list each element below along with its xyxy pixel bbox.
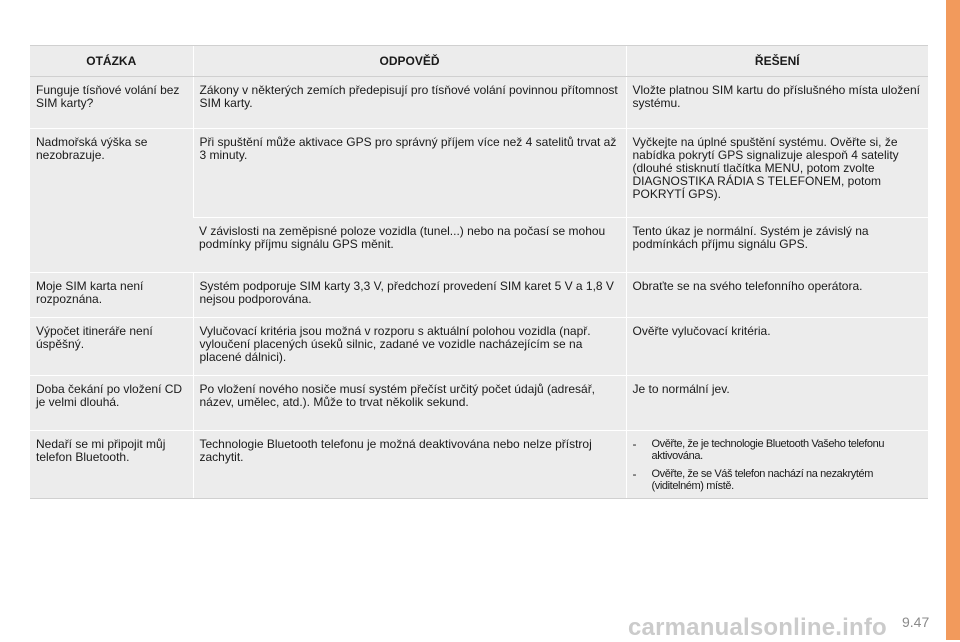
list-item: - Ověřte, že se Váš telefon nachází na nezakrytém (viditelném) místě.: [633, 468, 923, 492]
table-row: [30, 273, 928, 318]
question-cell: Doba čekání po vložení CD je velmi dlouhá.: [30, 376, 193, 431]
question-cell: Moje SIM karta není rozpoznána.: [30, 273, 193, 318]
solution-list: [633, 438, 923, 492]
solution-cell: Obraťte se na svého telefonního operátora.: [626, 273, 928, 318]
table-header-row: [30, 46, 928, 77]
table-row: [30, 77, 928, 129]
question-cell: Funguje tísňové volání bez SIM karty?: [30, 77, 193, 129]
side-accent-bar: [946, 0, 960, 640]
table-row: [30, 129, 928, 218]
solution-cell: Ověřte vylučovací kritéria.: [626, 318, 928, 376]
question-cell: Výpočet itineráře není úspěšný.: [30, 318, 193, 376]
solution-cell: Je to normální jev.: [626, 376, 928, 431]
faq-table: [30, 45, 928, 499]
answer-cell: Vylučovací kritéria jsou možná v rozporu s aktuální polohou vozidla (např. vyloučení placených úseků silnic, zadané ve vozidle nacházejícím se na placené dálnici).: [193, 318, 626, 376]
solution-cell: Tento úkaz je normální. Systém je závislý na podmínkách příjmu signálu GPS.: [626, 218, 928, 273]
solution-cell: Vložte platnou SIM kartu do příslušného místa uložení systému.: [626, 77, 928, 129]
table-row: [30, 376, 928, 431]
table-row: [30, 431, 928, 499]
solution-cell: Vyčkejte na úplné spuštění systému. Ověřte si, že nabídka pokrytí GPS signalizuje alespoň 4 satelity (dlouhé stisknutí tlačítka MENU, potom zvolte DIAGNOSTIKA RÁDIA S TELEFONEM, potom POKRYTÍ GPS).: [626, 129, 928, 218]
answer-cell: Po vložení nového nosiče musí systém přečíst určitý počet údajů (adresář, název, umělec, atd.). Může to trvat několik sekund.: [193, 376, 626, 431]
answer-cell: Při spuštění může aktivace GPS pro správný příjem více než 4 satelitů trvat až 3 minuty.: [193, 129, 626, 218]
answer-cell: V závislosti na zeměpisné poloze vozidla (tunel...) nebo na počasí se mohou podmínky příjmu signálu GPS měnit.: [193, 218, 626, 273]
solution-cell: [626, 431, 928, 499]
answer-cell: Technologie Bluetooth telefonu je možná deaktivována nebo nelze přístroj zachytit.: [193, 431, 626, 499]
page-number: 9.47: [902, 614, 930, 630]
answer-cell: Zákony v některých zemích předepisují pro tísňové volání povinnou přítomnost SIM karty.: [193, 77, 626, 129]
table-row: [30, 318, 928, 376]
watermark: carmanualsonline.info: [628, 614, 887, 641]
header-question: OTÁZKA: [30, 46, 193, 77]
answer-cell: Systém podporuje SIM karty 3,3 V, předchozí provedení SIM karet 5 V a 1,8 V nejsou podporována.: [193, 273, 626, 318]
question-cell: Nadmořská výška se nezobrazuje.: [30, 129, 193, 273]
header-solution: ŘEŠENÍ: [626, 46, 928, 77]
question-cell: Nedaří se mi připojit můj telefon Bluetooth.: [30, 431, 193, 499]
header-answer: ODPOVĚĎ: [193, 46, 626, 77]
list-item: - Ověřte, že je technologie Bluetooth Vašeho telefonu aktivována.: [633, 438, 923, 462]
